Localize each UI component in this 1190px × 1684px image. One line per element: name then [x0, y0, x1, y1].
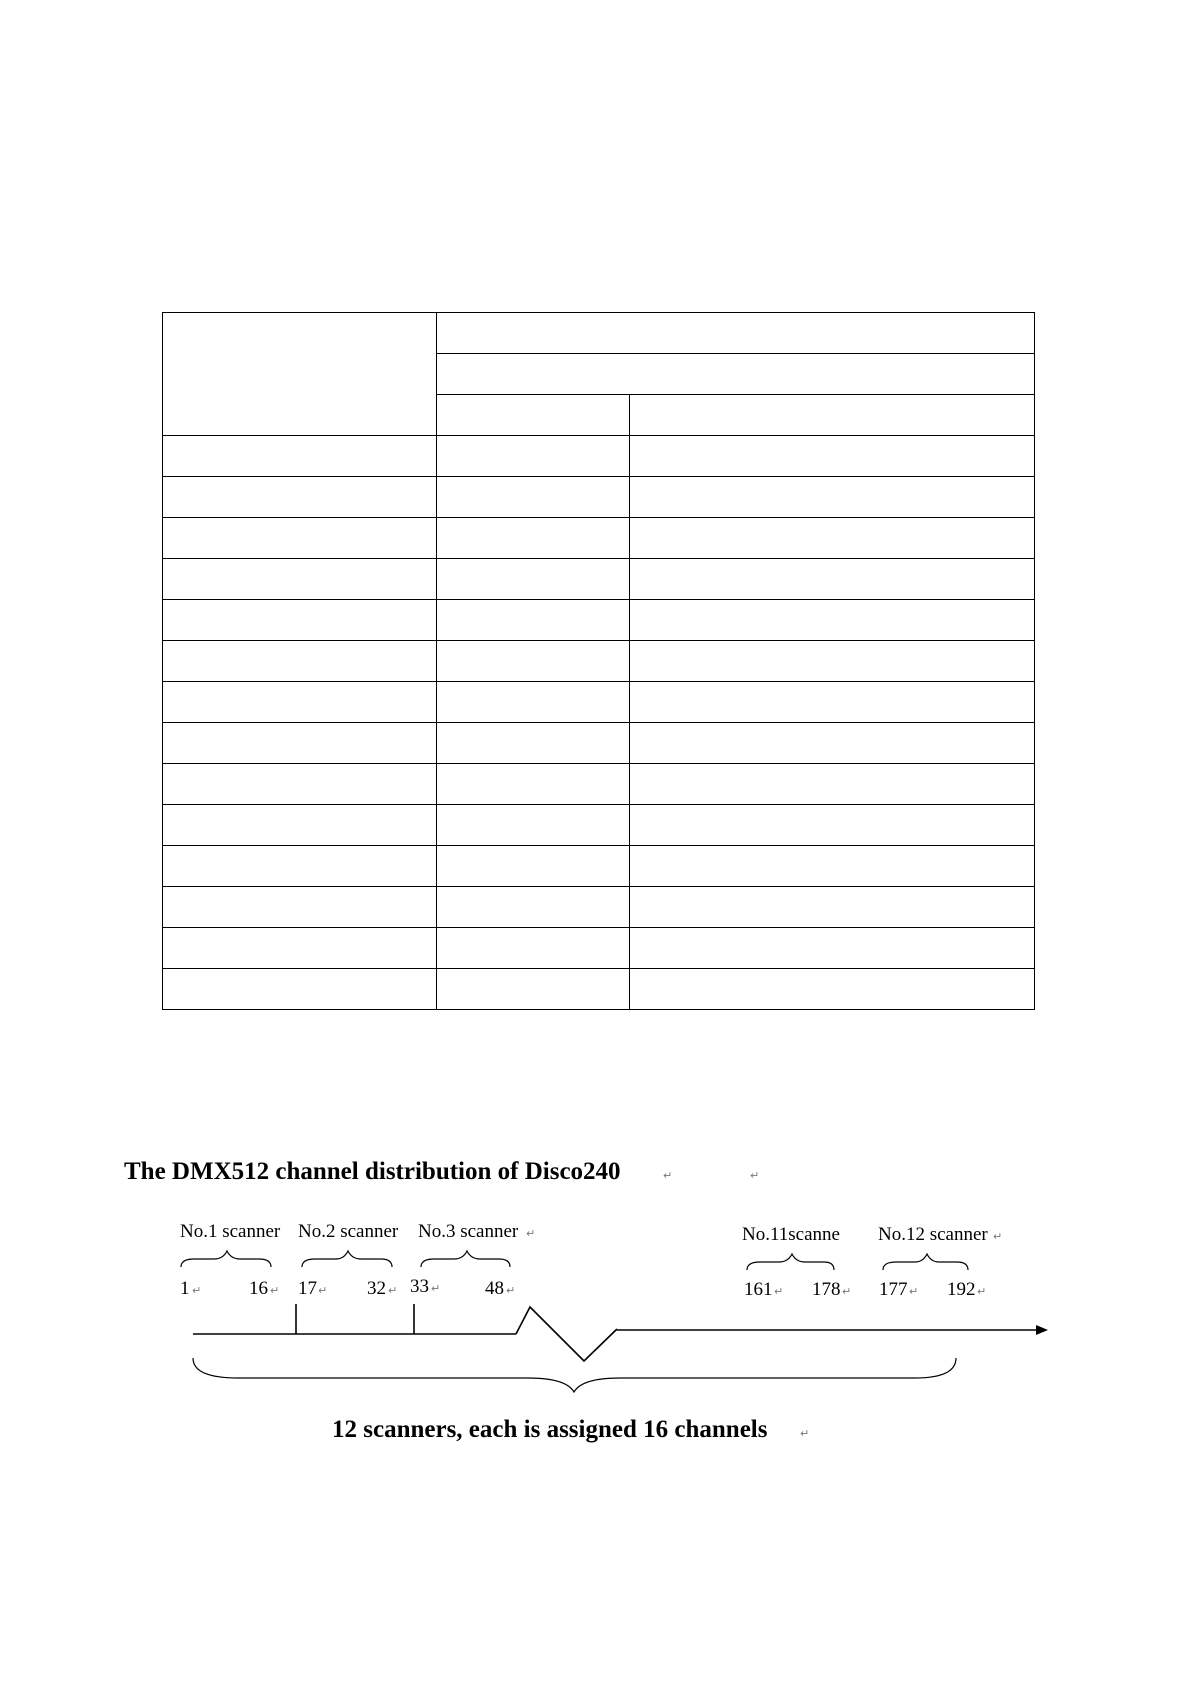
table-cell: [437, 354, 1035, 395]
table-cell: [630, 600, 1035, 641]
scanner-1-label: No.1 scanner: [180, 1221, 281, 1242]
scanner-11-brace: [747, 1254, 834, 1270]
table-cell: [163, 313, 437, 436]
table-cell: [437, 395, 630, 436]
table-row: [163, 313, 1035, 354]
table-cell: [163, 682, 437, 723]
table-cell: [437, 559, 630, 600]
table-row: [163, 600, 1035, 641]
return-mark: ↵: [842, 1285, 852, 1298]
table-cell: [437, 846, 630, 887]
table-row: [163, 846, 1035, 887]
table-cell: [163, 928, 437, 969]
table-cell: [630, 436, 1035, 477]
table-row: [163, 805, 1035, 846]
scanner-12-brace: [883, 1254, 968, 1270]
scanner-3-label: No.3 scanner: [418, 1221, 519, 1242]
return-mark: ↵: [270, 1284, 280, 1297]
return-mark: ↵: [993, 1230, 1003, 1243]
return-mark: ↵: [750, 1169, 760, 1182]
table-row: [163, 477, 1035, 518]
table-row: [163, 928, 1035, 969]
table-cell: [163, 723, 437, 764]
break-symbol: [516, 1307, 617, 1361]
table-cell: [630, 969, 1035, 1010]
return-mark: ↵: [192, 1284, 202, 1297]
table-cell: [437, 477, 630, 518]
table-row: [163, 682, 1035, 723]
table-cell: [630, 559, 1035, 600]
arrow-head-icon: [1036, 1325, 1048, 1335]
table-cell: [163, 477, 437, 518]
scanner-12-start: 177: [879, 1279, 908, 1300]
table-cell: [437, 682, 630, 723]
scanner-1-brace: [181, 1251, 271, 1267]
return-mark: ↵: [774, 1285, 784, 1298]
table-row: [163, 887, 1035, 928]
table-cell: [163, 641, 437, 682]
table-cell: [437, 313, 1035, 354]
scanner-1-end: 16: [249, 1278, 268, 1299]
table-cell: [437, 969, 630, 1010]
table-cell: [163, 436, 437, 477]
table-cell: [437, 928, 630, 969]
return-mark: ↵: [526, 1227, 536, 1240]
return-mark: ↵: [506, 1284, 516, 1297]
scanner-2-label: No.2 scanner: [298, 1221, 399, 1242]
return-mark: ↵: [663, 1169, 673, 1182]
table-cell: [630, 682, 1035, 723]
table-cell: [630, 723, 1035, 764]
table-row: [163, 436, 1035, 477]
table-cell: [630, 928, 1035, 969]
table-row: [163, 764, 1035, 805]
table-cell: [630, 764, 1035, 805]
scanner-12-label: No.12 scanner: [878, 1224, 988, 1245]
scanner-2-start: 17: [298, 1278, 317, 1299]
scanner-3-brace: [421, 1251, 510, 1267]
diagram-caption: 12 scanners, each is assigned 16 channels: [332, 1416, 768, 1443]
channel-distribution-diagram: [0, 1130, 1190, 1460]
return-mark: ↵: [388, 1284, 398, 1297]
scanner-12-end: 192: [947, 1279, 976, 1300]
table-row: [163, 559, 1035, 600]
table-cell: [437, 887, 630, 928]
table-cell: [630, 887, 1035, 928]
scanner-11-label: No.11scanne: [742, 1224, 840, 1245]
table-row: [163, 969, 1035, 1010]
return-mark: ↵: [977, 1285, 987, 1298]
scanner-11-end: 178: [812, 1279, 841, 1300]
scanner-11-start: 161: [744, 1279, 773, 1300]
table-cell: [630, 395, 1035, 436]
return-mark: ↵: [318, 1284, 328, 1297]
scanner-2-end: 32: [367, 1278, 386, 1299]
table-cell: [630, 518, 1035, 559]
table-cell: [163, 846, 437, 887]
table-cell: [437, 518, 630, 559]
diagram-heading: The DMX512 channel distribution of Disco240: [124, 1158, 621, 1185]
scanner-3-end: 48: [485, 1278, 504, 1299]
table-row: [163, 723, 1035, 764]
total-brace: [193, 1358, 956, 1392]
table-cell: [630, 846, 1035, 887]
table-cell: [163, 764, 437, 805]
table-cell: [630, 477, 1035, 518]
table-cell: [163, 805, 437, 846]
table-cell: [630, 641, 1035, 682]
return-mark: ↵: [800, 1427, 810, 1440]
table-cell: [163, 518, 437, 559]
table-cell: [437, 436, 630, 477]
table-cell: [437, 600, 630, 641]
table-cell: [437, 805, 630, 846]
empty-table: [162, 312, 1035, 1010]
table-cell: [163, 559, 437, 600]
table-cell: [437, 723, 630, 764]
scanner-2-brace: [302, 1251, 392, 1267]
table-cell: [630, 805, 1035, 846]
scanner-1-start: 1: [180, 1278, 190, 1299]
table-cell: [437, 641, 630, 682]
scanner-3-start: 33: [410, 1276, 429, 1297]
table-row: [163, 518, 1035, 559]
return-mark: ↵: [431, 1282, 441, 1295]
table-cell: [163, 600, 437, 641]
table-cell: [163, 969, 437, 1010]
table-cell: [437, 764, 630, 805]
table-row: [163, 641, 1035, 682]
table-cell: [163, 887, 437, 928]
return-mark: ↵: [909, 1285, 919, 1298]
